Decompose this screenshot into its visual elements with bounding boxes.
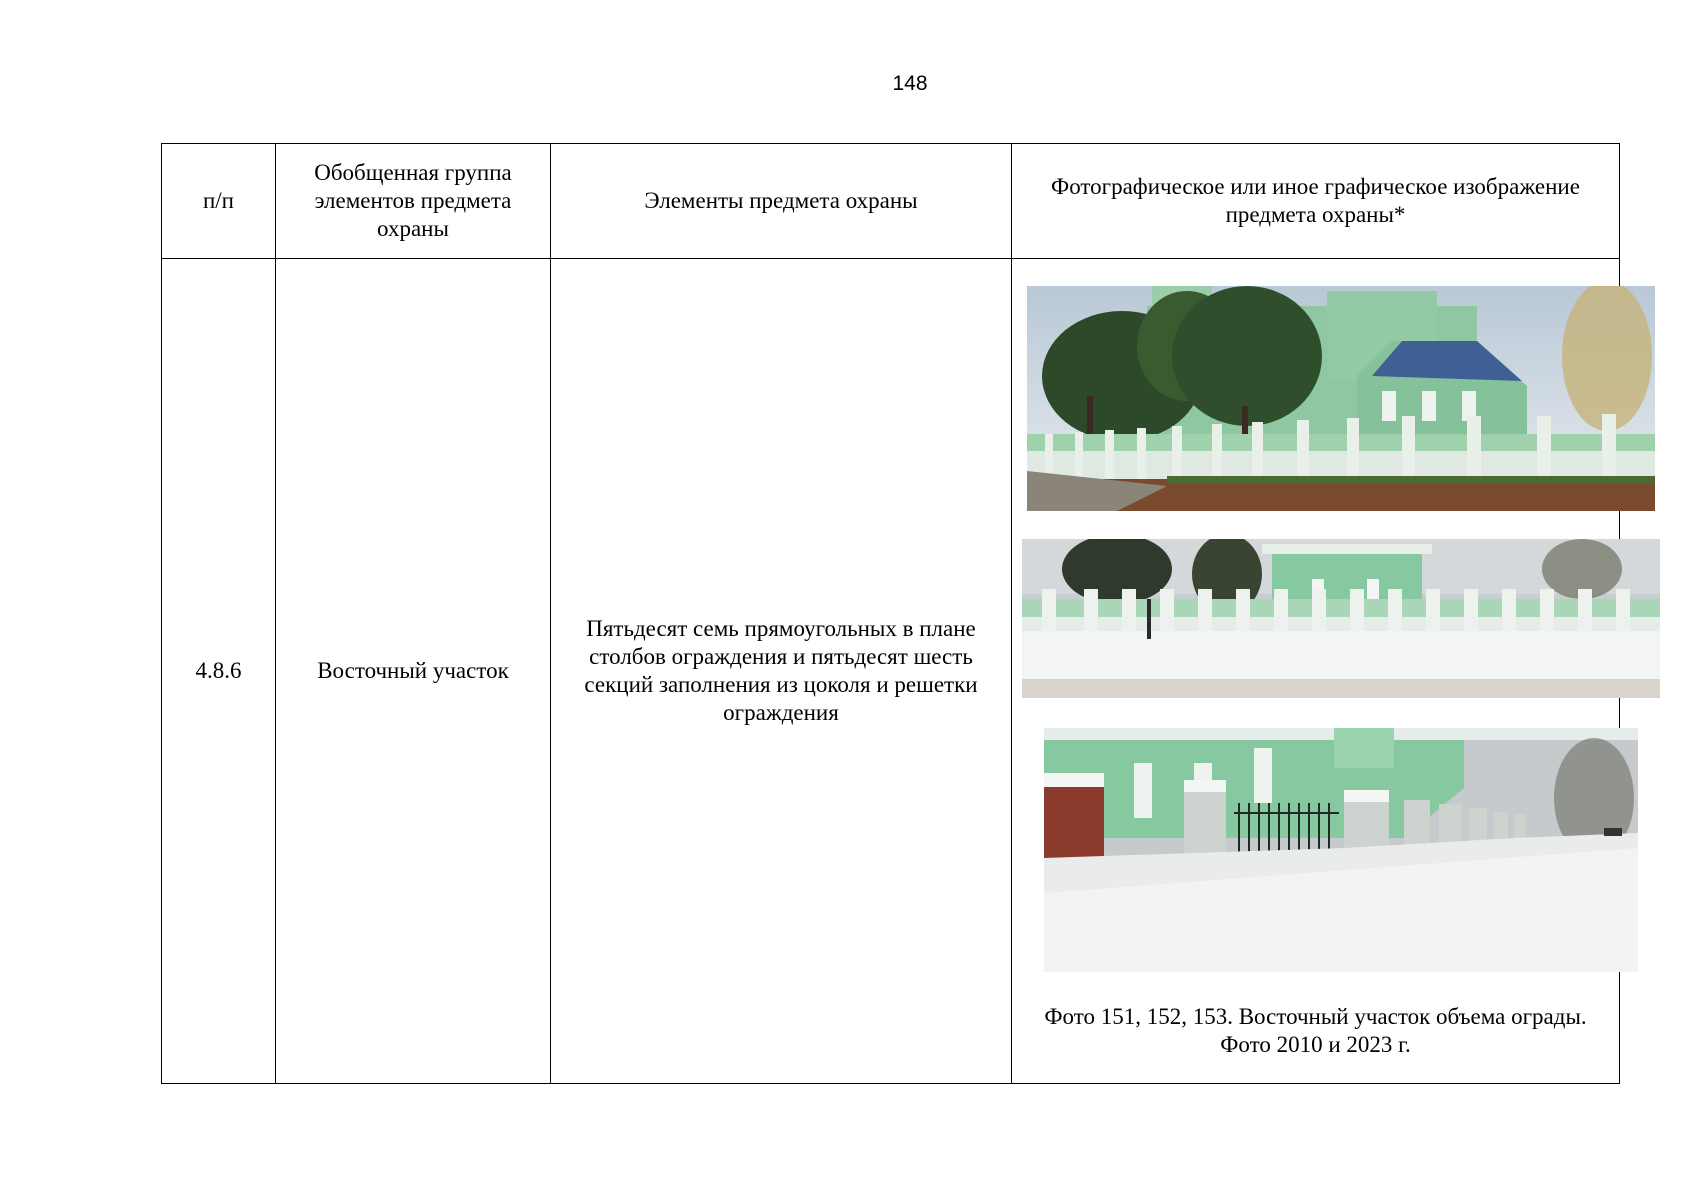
row-elements: Пятьдесят семь прямоугольных в плане столбов ограждения и пятьдесят шесть секций заполнения из цоколя и решетки ограждения	[551, 259, 1012, 1084]
photo-151-autumn-fence	[1027, 286, 1655, 511]
photo-caption	[1012, 1003, 1619, 1059]
photo-153-winter-posts	[1044, 728, 1638, 972]
protection-subject-table	[161, 143, 1620, 1084]
table-row	[162, 259, 1620, 1084]
photo-caption-line-2: Фото 2010 и 2023 г.	[1220, 1032, 1411, 1057]
photo-caption-line-1: Фото 151, 152, 153. Восточный участок объема ограды.	[1044, 1004, 1587, 1029]
row-group: Восточный участок	[276, 259, 551, 1084]
page-number: 148	[892, 72, 928, 95]
photo-152-winter-fence	[1022, 539, 1660, 698]
row-number: 4.8.6	[162, 259, 276, 1084]
header-group: Обобщенная группа элементов предмета охраны	[276, 144, 551, 259]
header-number: п/п	[162, 144, 276, 259]
row-photo-cell	[1012, 259, 1620, 1084]
header-photo: Фотографическое или иное графическое изображение предмета охраны*	[1012, 144, 1620, 259]
table-header-row	[162, 144, 1620, 259]
header-elements: Элементы предмета охраны	[551, 144, 1012, 259]
